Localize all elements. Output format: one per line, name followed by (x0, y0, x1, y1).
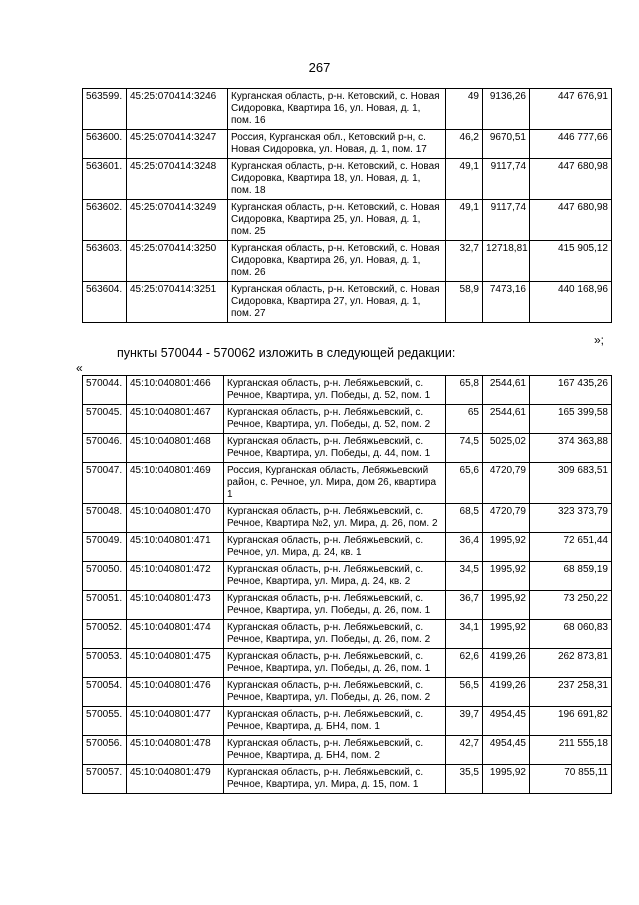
register-table-2 (82, 375, 612, 794)
area-cell: 42,7 (446, 736, 483, 765)
row-number-cell: 570050. (83, 562, 127, 591)
cadastral-value-cell: 167 435,26 (530, 376, 612, 405)
table-row (83, 533, 612, 562)
cadastral-value-cell: 262 873,81 (530, 649, 612, 678)
row-number-cell: 570056. (83, 736, 127, 765)
register-table-1-body (83, 89, 612, 323)
address-cell: Россия, Курганская обл., Кетовский р-н, с. Новая Сидоровка, ул. Новая, д. 1, пом. 17 (228, 130, 446, 159)
cost-per-unit-cell: 4720,79 (483, 463, 530, 504)
row-number-cell: 570052. (83, 620, 127, 649)
cost-per-unit-cell: 9670,51 (483, 130, 530, 159)
cadastral-number-cell: 45:25:070414:3248 (127, 159, 228, 200)
cadastral-number-cell: 45:10:040801:475 (127, 649, 224, 678)
table-row (83, 765, 612, 794)
cost-per-unit-cell: 9136,26 (483, 89, 530, 130)
table-row (83, 376, 612, 405)
table-row (83, 678, 612, 707)
cost-per-unit-cell: 4954,45 (483, 707, 530, 736)
cadastral-value-cell: 68 060,83 (530, 620, 612, 649)
cadastral-value-cell: 73 250,22 (530, 591, 612, 620)
row-number-cell: 570045. (83, 405, 127, 434)
cadastral-value-cell: 211 555,18 (530, 736, 612, 765)
cost-per-unit-cell: 4199,26 (483, 649, 530, 678)
cost-per-unit-cell: 1995,92 (483, 765, 530, 794)
cost-per-unit-cell: 9117,74 (483, 200, 530, 241)
cadastral-number-cell: 45:10:040801:469 (127, 463, 224, 504)
table-row (83, 504, 612, 533)
address-cell: Курганская область, р-н. Кетовский, с. Новая Сидоровка, Квартира 25, ул. Новая, д. 1, пом. 25 (228, 200, 446, 241)
cost-per-unit-cell: 1995,92 (483, 533, 530, 562)
cadastral-value-cell: 68 859,19 (530, 562, 612, 591)
cost-per-unit-cell: 9117,74 (483, 159, 530, 200)
cost-per-unit-cell: 4199,26 (483, 678, 530, 707)
cost-per-unit-cell: 2544,61 (483, 405, 530, 434)
cadastral-number-cell: 45:25:070414:3246 (127, 89, 228, 130)
row-number-cell: 570047. (83, 463, 127, 504)
table-row (83, 434, 612, 463)
cadastral-number-cell: 45:25:070414:3250 (127, 241, 228, 282)
row-number-cell: 570053. (83, 649, 127, 678)
area-cell: 36,7 (446, 591, 483, 620)
cadastral-number-cell: 45:10:040801:466 (127, 376, 224, 405)
cadastral-value-cell: 72 651,44 (530, 533, 612, 562)
row-number-cell: 570051. (83, 591, 127, 620)
cadastral-value-cell: 309 683,51 (530, 463, 612, 504)
cadastral-number-cell: 45:10:040801:479 (127, 765, 224, 794)
cost-per-unit-cell: 2544,61 (483, 376, 530, 405)
table-row (83, 649, 612, 678)
cadastral-number-cell: 45:10:040801:473 (127, 591, 224, 620)
cost-per-unit-cell: 12718,81 (483, 241, 530, 282)
table-row (83, 562, 612, 591)
cost-per-unit-cell: 1995,92 (483, 620, 530, 649)
address-cell: Курганская область, р-н. Лебяжьевский, с. Речное, Квартира, ул. Мира, д. 15, пом. 1 (224, 765, 446, 794)
cadastral-number-cell: 45:10:040801:467 (127, 405, 224, 434)
table-row (83, 200, 612, 241)
area-cell: 65,8 (446, 376, 483, 405)
area-cell: 56,5 (446, 678, 483, 707)
closing-quote: »; (594, 333, 605, 347)
cadastral-value-cell: 165 399,58 (530, 405, 612, 434)
row-number-cell: 563604. (83, 282, 127, 323)
row-number-cell: 570054. (83, 678, 127, 707)
area-cell: 39,7 (446, 707, 483, 736)
cadastral-number-cell: 45:10:040801:477 (127, 707, 224, 736)
row-number-cell: 570057. (83, 765, 127, 794)
cost-per-unit-cell: 1995,92 (483, 562, 530, 591)
table-row (83, 707, 612, 736)
table-row (83, 130, 612, 159)
table-row (83, 736, 612, 765)
address-cell: Курганская область, р-н. Лебяжьевский, с. Речное, Квартира, ул. Победы, д. 52, пом. 1 (224, 376, 446, 405)
area-cell: 49,1 (446, 159, 483, 200)
cost-per-unit-cell: 4954,45 (483, 736, 530, 765)
page-number: 267 (308, 60, 331, 75)
area-cell: 49,1 (446, 200, 483, 241)
area-cell: 65,6 (446, 463, 483, 504)
register-table-2-body (83, 376, 612, 794)
table-row (83, 620, 612, 649)
area-cell: 65 (446, 405, 483, 434)
cadastral-number-cell: 45:10:040801:471 (127, 533, 224, 562)
cadastral-number-cell: 45:10:040801:476 (127, 678, 224, 707)
address-cell: Курганская область, р-н. Кетовский, с. Новая Сидоровка, Квартира 27, ул. Новая, д. 1, пом. 27 (228, 282, 446, 323)
cadastral-value-cell: 447 676,91 (530, 89, 612, 130)
area-cell: 34,5 (446, 562, 483, 591)
cost-per-unit-cell: 7473,16 (483, 282, 530, 323)
address-cell: Курганская область, р-н. Лебяжьевский, с. Речное, Квартира, ул. Победы, д. 26, пом. 2 (224, 620, 446, 649)
address-cell: Россия, Курганская область, Лебяжьевский район, с. Речное, ул. Мира, дом 26, квартира 1 (224, 463, 446, 504)
address-cell: Курганская область, р-н. Лебяжьевский, с. Речное, Квартира, ул. Мира, д. 24, кв. 2 (224, 562, 446, 591)
opening-quote: « (76, 361, 83, 375)
cadastral-number-cell: 45:25:070414:3249 (127, 200, 228, 241)
cadastral-number-cell: 45:10:040801:470 (127, 504, 224, 533)
cadastral-number-cell: 45:10:040801:468 (127, 434, 224, 463)
area-cell: 32,7 (446, 241, 483, 282)
table-row (83, 405, 612, 434)
address-cell: Курганская область, р-н. Лебяжьевский, с. Речное, Квартира, ул. Победы, д. 26, пом. 1 (224, 591, 446, 620)
row-number-cell: 563603. (83, 241, 127, 282)
cadastral-number-cell: 45:25:070414:3247 (127, 130, 228, 159)
address-cell: Курганская область, р-н. Лебяжьевский, с. Речное, Квартира, д. БН4, пом. 1 (224, 707, 446, 736)
cadastral-number-cell: 45:10:040801:472 (127, 562, 224, 591)
cadastral-value-cell: 323 373,79 (530, 504, 612, 533)
table-row (83, 282, 612, 323)
area-cell: 58,9 (446, 282, 483, 323)
register-table-1 (82, 88, 612, 323)
table-row (83, 89, 612, 130)
cost-per-unit-cell: 4720,79 (483, 504, 530, 533)
area-cell: 62,6 (446, 649, 483, 678)
address-cell: Курганская область, р-н. Кетовский, с. Новая Сидоровка, Квартира 26, ул. Новая, д. 1, пом. 26 (228, 241, 446, 282)
row-number-cell: 570049. (83, 533, 127, 562)
cadastral-value-cell: 415 905,12 (530, 241, 612, 282)
address-cell: Курганская область, р-н. Лебяжьевский, с. Речное, Квартира, ул. Победы, д. 26, пом. 1 (224, 649, 446, 678)
row-number-cell: 563602. (83, 200, 127, 241)
address-cell: Курганская область, р-н. Лебяжьевский, с. Речное, Квартира, ул. Победы, д. 52, пом. 2 (224, 405, 446, 434)
cadastral-number-cell: 45:10:040801:474 (127, 620, 224, 649)
row-number-cell: 570055. (83, 707, 127, 736)
table-row (83, 463, 612, 504)
cadastral-value-cell: 237 258,31 (530, 678, 612, 707)
cadastral-value-cell: 446 777,66 (530, 130, 612, 159)
address-cell: Курганская область, р-н. Лебяжьевский, с. Речное, ул. Мира, д. 24, кв. 1 (224, 533, 446, 562)
row-number-cell: 570044. (83, 376, 127, 405)
row-number-cell: 570046. (83, 434, 127, 463)
area-cell: 34,1 (446, 620, 483, 649)
address-cell: Курганская область, р-н. Лебяжьевский, с. Речное, Квартира, ул. Победы, д. 44, пом. 1 (224, 434, 446, 463)
address-cell: Курганская область, р-н. Лебяжьевский, с. Речное, Квартира №2, ул. Мира, д. 26, пом. 2 (224, 504, 446, 533)
address-cell: Курганская область, р-н. Кетовский, с. Новая Сидоровка, Квартира 16, ул. Новая, д. 1, пом. 16 (228, 89, 446, 130)
cadastral-value-cell: 374 363,88 (530, 434, 612, 463)
area-cell: 35,5 (446, 765, 483, 794)
row-number-cell: 563600. (83, 130, 127, 159)
row-number-cell: 563599. (83, 89, 127, 130)
address-cell: Курганская область, р-н. Лебяжьевский, с. Речное, Квартира, ул. Победы, д. 26, пом. 2 (224, 678, 446, 707)
area-cell: 49 (446, 89, 483, 130)
cadastral-value-cell: 447 680,98 (530, 159, 612, 200)
row-number-cell: 563601. (83, 159, 127, 200)
cadastral-value-cell: 70 855,11 (530, 765, 612, 794)
cadastral-number-cell: 45:10:040801:478 (127, 736, 224, 765)
area-cell: 46,2 (446, 130, 483, 159)
cadastral-value-cell: 447 680,98 (530, 200, 612, 241)
row-number-cell: 570048. (83, 504, 127, 533)
cadastral-number-cell: 45:25:070414:3251 (127, 282, 228, 323)
area-cell: 74,5 (446, 434, 483, 463)
amendment-instruction: пункты 570044 - 570062 изложить в следующей редакции: (117, 346, 456, 360)
cadastral-value-cell: 196 691,82 (530, 707, 612, 736)
table-row (83, 159, 612, 200)
table-row (83, 241, 612, 282)
address-cell: Курганская область, р-н. Лебяжьевский, с. Речное, Квартира, д. БН4, пом. 2 (224, 736, 446, 765)
cadastral-value-cell: 440 168,96 (530, 282, 612, 323)
area-cell: 36,4 (446, 533, 483, 562)
cost-per-unit-cell: 5025,02 (483, 434, 530, 463)
table-row (83, 591, 612, 620)
cost-per-unit-cell: 1995,92 (483, 591, 530, 620)
area-cell: 68,5 (446, 504, 483, 533)
address-cell: Курганская область, р-н. Кетовский, с. Новая Сидоровка, Квартира 18, ул. Новая, д. 1, пом. 18 (228, 159, 446, 200)
